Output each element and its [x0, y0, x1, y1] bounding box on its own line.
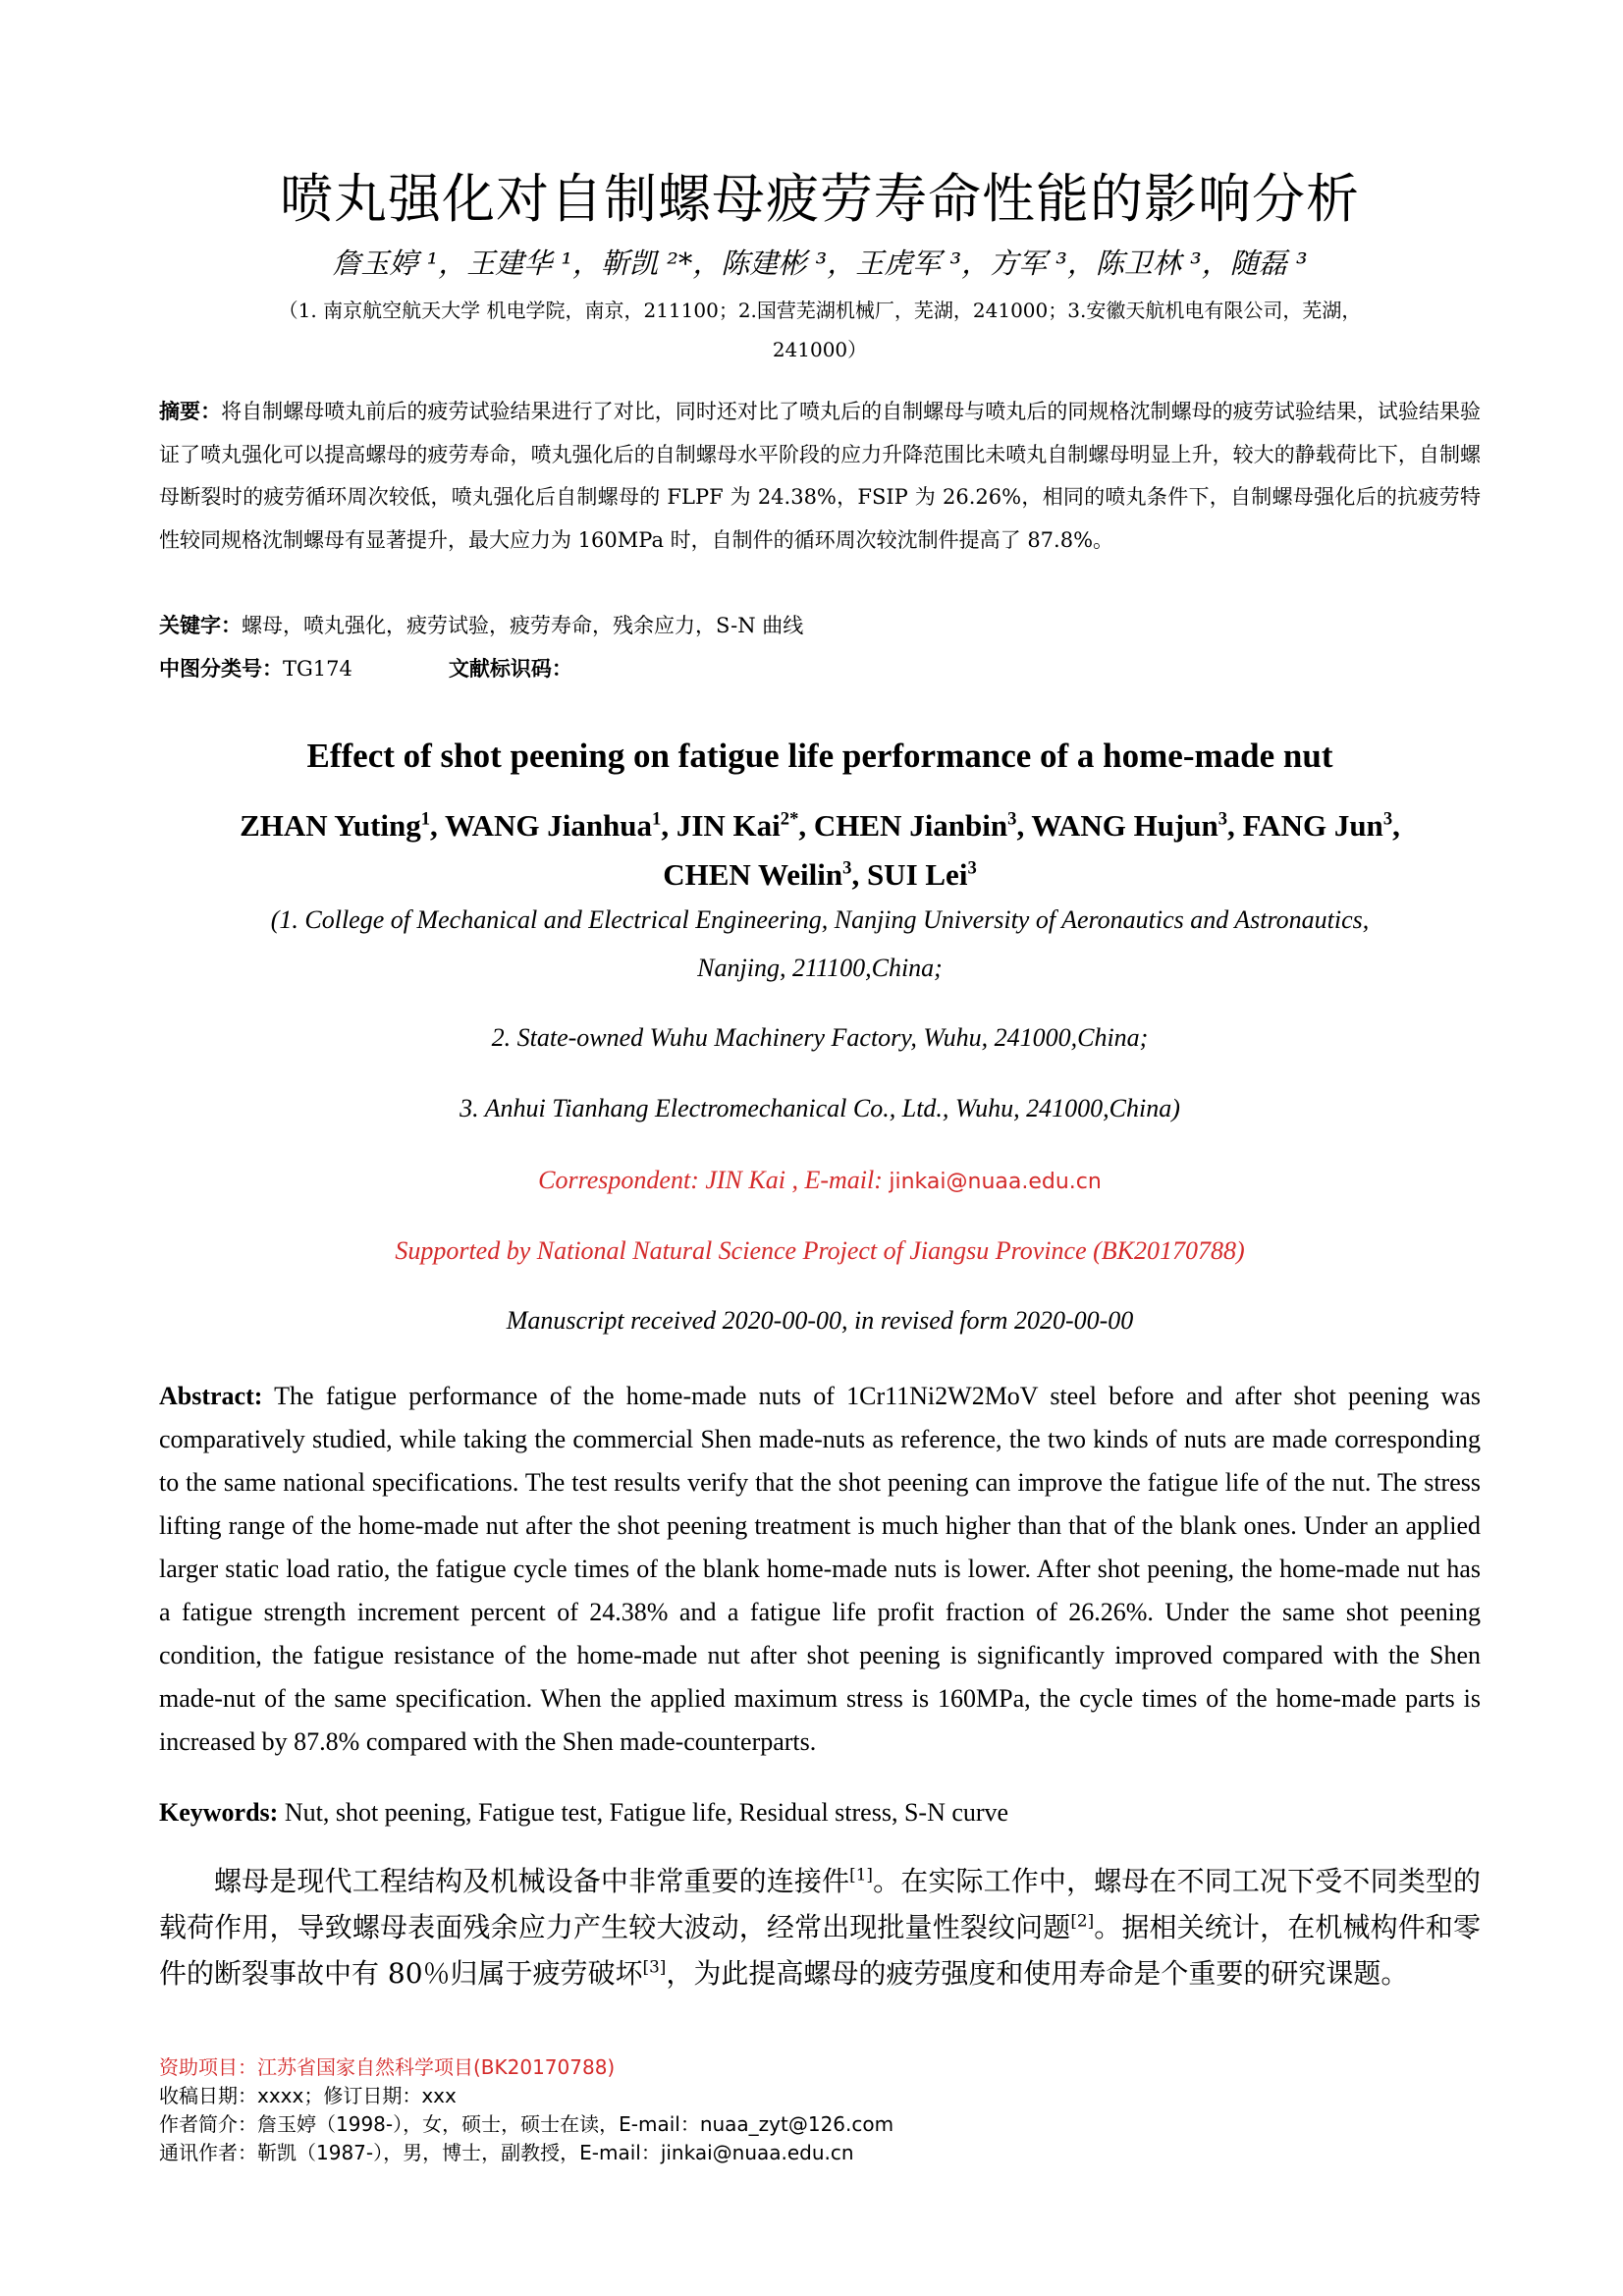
doc-code-label: 文献标识码： [448, 657, 572, 681]
abstract-cn-text: 将自制螺母喷丸前后的疲劳试验结果进行了对比，同时还对比了喷丸后的自制螺母与喷丸后的同规格沈制螺母的疲劳试验结果，试验结果验证了喷丸强化可以提高螺母的疲劳寿命，喷丸强化后的自制螺母水平阶段的应力升降范围比未喷丸自制螺母明显上升，较大的静载荷比下，自制螺母断裂时的疲劳循环周次较低，喷丸强化后自制螺母的 FLPF 为 24.38%，FSIP 为 26.26%，相同的喷丸条件下，自制螺母强化后的抗疲劳特性较同规格沈制螺母有显著提升，最大应力为 160MPa 时，自制件的循环周次较沈制件提高了 87.8%。 [159, 400, 1482, 552]
author-en-affiliation-mark: 3 [1217, 808, 1228, 830]
abstract-en-label: Abstract: [159, 1382, 263, 1410]
affiliation-en-3: 3. Anhui Tianhang Electromechanical Co., Ltd., Wuhu, 241000,China) [460, 1094, 1180, 1122]
author-en-name: WANG Jianhua [445, 808, 653, 843]
intro-text-3: 。据相关统计，在机械构件和零件的断裂事故中有 80％归属于疲劳破坏 [159, 1911, 1481, 1990]
author-en [676, 808, 814, 843]
clc-label: 中图分类号： [159, 657, 283, 681]
author-en-name: JIN Kai [676, 808, 781, 843]
authors-en [159, 801, 1481, 900]
correspondent-email: jinkai@nuaa.edu.cn [889, 1170, 1102, 1194]
author-en-affiliation-mark: 3 [1382, 808, 1393, 830]
abstract-en [159, 1375, 1481, 1764]
title-cn: 喷丸强化对自制螺母疲劳寿命性能的影响分析 [280, 168, 1360, 230]
author-en-name: FANG Jun [1242, 808, 1383, 843]
intro-text-2: 。在实际工作中，螺母在不同工况下受不同类型的载荷作用，导致螺母表面残余应力产生较大波动，经常出现批量性裂纹问题 [159, 1865, 1481, 1943]
author-en-affiliation-mark: 1 [652, 808, 662, 830]
author-en-separator: , [1016, 808, 1032, 843]
abstract-en-text: The fatigue performance of the home-made nuts of 1Cr11Ni2W2MoV steel before and after shot peening was comparatively studied, while taking the commercial Shen made-nuts as reference, the two kinds of nuts are made corresponding to the same national specifications. The test results verify that the shot peening can improve the fatigue life of the nut. The stress lifting range of the home-made nut after the shot peening treatment is much higher than that of the blank ones. Under an applied larger static load ratio, the fatigue cycle times of the blank home-made nuts is lower. After shot peening, the home-made nut has a fatigue strength increment percent of 24.38% and a fatigue life profit fraction of 26.26%. Under the same shot peening condition, the fatigue resistance of the home-made nut after shot peening is significantly improved compared with the Shen made-nut of the same specification. When the applied maximum stress is 160MPa, the cycle times of the home-made parts is increased by 87.8% compared with the Shen made-counterparts. [159, 1382, 1481, 1756]
author-en-name: SUI Lei [866, 857, 968, 892]
affiliation-en-1-line1: (1. College of Mechanical and Electrical Engineering, Nanjing University of Aeronautics and Astronautics, [270, 905, 1370, 934]
affiliation-en-2: 2. State-owned Wuhu Machinery Factory, Wuhu, 241000,China; [491, 1023, 1149, 1052]
intro-paragraph [159, 1858, 1481, 1996]
citation-ref-2: [2] [1070, 1910, 1095, 1931]
author-en-separator: , [1392, 808, 1400, 843]
clc-value: TG174 [283, 657, 352, 681]
footnote-author-bio: 作者简介：詹玉婷（1998-），女，硕士，硕士在读，E-mail：nuaa_zyt@126.com [159, 2112, 894, 2136]
author-en [445, 808, 676, 843]
author-en [867, 857, 977, 892]
abstract-cn-label: 摘要： [159, 400, 222, 423]
author-en-separator: , [1227, 808, 1243, 843]
intro-text-1: 螺母是现代工程结构及机械设备中非常重要的连接件 [214, 1865, 850, 1897]
author-en [1031, 808, 1242, 843]
keywords-en-label: Keywords: [159, 1798, 279, 1827]
author-en-affiliation-mark: 1 [420, 808, 431, 830]
affiliations-cn-line1: （1. 南京航空航天大学 机电学院，南京，211100；2.国营芜湖机械厂，芜湖，241000；3.安徽天航机电有限公司，芜湖， [278, 299, 1362, 322]
author-en [240, 808, 445, 843]
footnote-corresponding: 通讯作者：靳凯（1987-），男，博士，副教授，E-mail：jinkai@nuaa.edu.cn [159, 2141, 854, 2164]
manuscript-dates: Manuscript received 2020-00-00, in revised form 2020-00-00 [506, 1306, 1134, 1335]
correspondent-label: Correspondent: JIN Kai , E-mail: [538, 1166, 890, 1194]
keywords-cn-label: 关键字： [159, 614, 242, 637]
author-en [814, 808, 1032, 843]
keywords-en-text: Nut, shot peening, Fatigue test, Fatigue life, Residual stress, S-N curve [278, 1798, 1009, 1827]
author-en [663, 857, 867, 892]
correspondent-line [159, 1166, 1481, 1195]
citation-ref-3: [3] [642, 1956, 667, 1977]
affiliations-cn-line2: 241000） [772, 338, 868, 361]
footnotes [159, 2053, 893, 2167]
keywords-cn [159, 610, 803, 639]
authors-en-line1 [159, 801, 1481, 850]
classification-row [159, 653, 572, 683]
author-en-separator: , [851, 857, 867, 892]
author-en-separator: , [661, 808, 676, 843]
author-en-name: CHEN Jianbin [813, 808, 1008, 843]
intro-text-4: ，为此提高螺母的疲劳强度和使用寿命是个重要的研究课题。 [666, 1957, 1409, 1990]
affiliations-cn [159, 291, 1481, 369]
authors-cn: 詹玉婷 ¹，王建华 ¹，靳凯 ²*，陈建彬 ³，王虎军 ³，方军 ³，陈卫林 ³，随磊 ³ [332, 246, 1308, 280]
citation-ref-1: [1] [849, 1864, 873, 1885]
author-en-affiliation-mark: 3 [1007, 808, 1017, 830]
title-en: Effect of shot peening on fatigue life performance of a home-made nut [306, 737, 1333, 775]
author-en [1243, 808, 1400, 843]
author-en-name: ZHAN Yuting [240, 808, 421, 843]
author-en-name: CHEN Weilin [663, 857, 843, 892]
author-en-affiliation-mark: 3 [967, 857, 977, 879]
footnote-dates: 收稿日期：xxxx；修订日期：xxx [159, 2084, 457, 2107]
support-line: Supported by National Natural Science Project of Jiangsu Province (BK20170788) [395, 1236, 1245, 1265]
author-en-affiliation-mark: 2* [780, 808, 799, 830]
author-en-separator: , [430, 808, 445, 843]
keywords-en [159, 1798, 1008, 1828]
author-en-separator: , [798, 808, 814, 843]
keywords-cn-text: 螺母，喷丸强化，疲劳试验，疲劳寿命，残余应力，S-N 曲线 [242, 614, 804, 637]
footnote-funding: 资助项目：江苏省国家自然科学项目(BK20170788) [159, 2055, 616, 2079]
author-en-name: WANG Hujun [1031, 808, 1218, 843]
abstract-cn [159, 391, 1481, 562]
affiliation-en-1-line2: Nanjing, 211100,China; [697, 954, 943, 982]
authors-en-line2 [159, 850, 1481, 900]
author-en-affiliation-mark: 3 [842, 857, 852, 879]
